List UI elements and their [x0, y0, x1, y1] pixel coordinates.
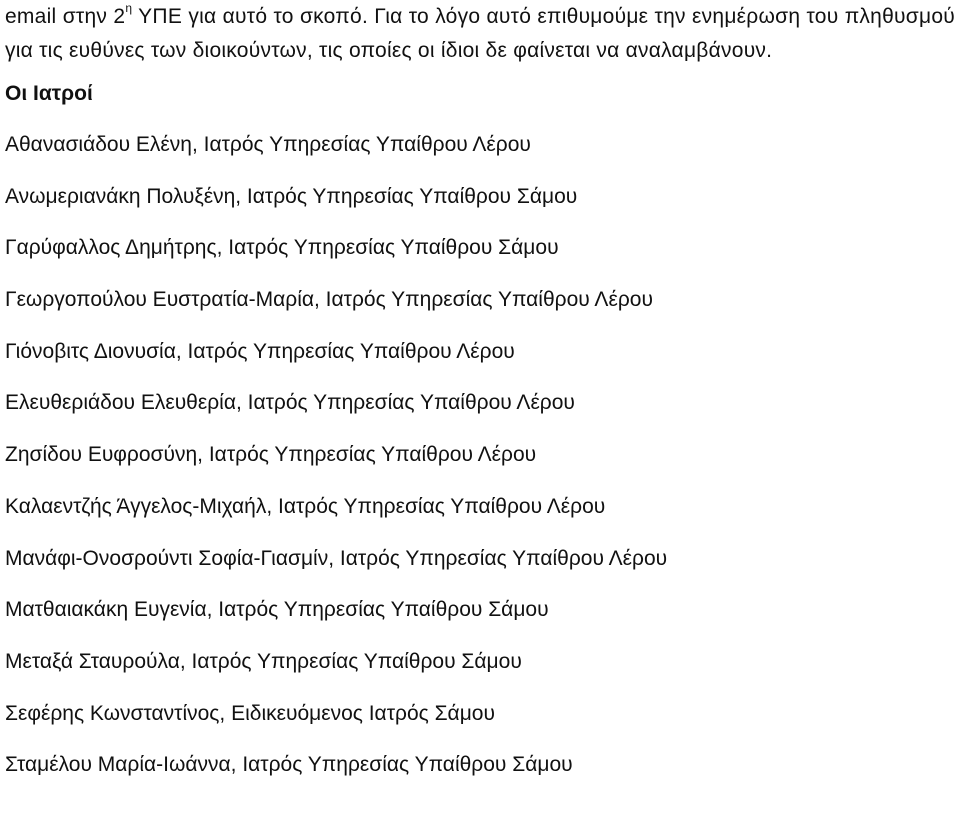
doctor-entry: Γαρύφαλλος Δημήτρης, Ιατρός Υπηρεσίας Υπαίθρου Σάμου [5, 236, 559, 260]
doctor-entry: Σεφέρης Κωνσταντίνος, Ειδικευόμενος Ιατρός Σάμου [5, 701, 495, 725]
doctor-entry: Γιόνοβιτς Διονυσία, Ιατρός Υπηρεσίας Υπαίθρου Λέρου [5, 339, 515, 363]
intro-text-start: email στην 2 [5, 5, 126, 28]
doctor-entry: Ζησίδου Ευφροσύνη, Ιατρός Υπηρεσίας Υπαίθρου Λέρου [5, 443, 537, 467]
intro-superscript: η [125, 1, 133, 15]
doctors-list [5, 119, 955, 791]
intro-text-rest: ΥΠΕ για αυτό το σκοπό. Για το λόγο αυτό επιθυμούμε την ενημέρωση του πληθυσμού για τις ευθύνες των διοικούντων, τις οποίες οι ίδιοι δε φαίνεται να αναλαμβάνουν. [5, 5, 955, 62]
doctor-entry: Μεταξά Σταυρούλα, Ιατρός Υπηρεσίας Υπαίθρου Σάμου [5, 649, 522, 673]
doctor-entry: Ανωμεριανάκη Πολυξένη, Ιατρός Υπηρεσίας Υπαίθρου Σάμου [5, 184, 578, 208]
doctor-entry: Ματθαιακάκη Ευγενία, Ιατρός Υπηρεσίας Υπαίθρου Σάμου [5, 598, 549, 622]
document-page [5, 0, 955, 791]
section-heading: Οι Ιατροί [5, 82, 93, 105]
doctor-entry: Σταμέλου Μαρία-Ιωάννα, Ιατρός Υπηρεσίας Υπαίθρου Σάμου [5, 753, 573, 777]
intro-paragraph [5, 0, 955, 68]
doctor-entry: Γεωργοπούλου Ευστρατία-Μαρία, Ιατρός Υπηρεσίας Υπαίθρου Λέρου [5, 288, 653, 312]
doctor-entry: Ελευθεριάδου Ελευθερία, Ιατρός Υπηρεσίας Υπαίθρου Λέρου [5, 391, 575, 415]
doctor-entry: Καλαεντζής Άγγελος-Μιχαήλ, Ιατρός Υπηρεσίας Υπαίθρου Λέρου [5, 494, 606, 518]
doctor-entry: Μανάφι-Ονοσρούντι Σοφία-Γιασμίν, Ιατρός Υπηρεσίας Υπαίθρου Λέρου [5, 546, 668, 570]
doctor-entry: Αθανασιάδου Ελένη, Ιατρός Υπηρεσίας Υπαίθρου Λέρου [5, 133, 531, 156]
